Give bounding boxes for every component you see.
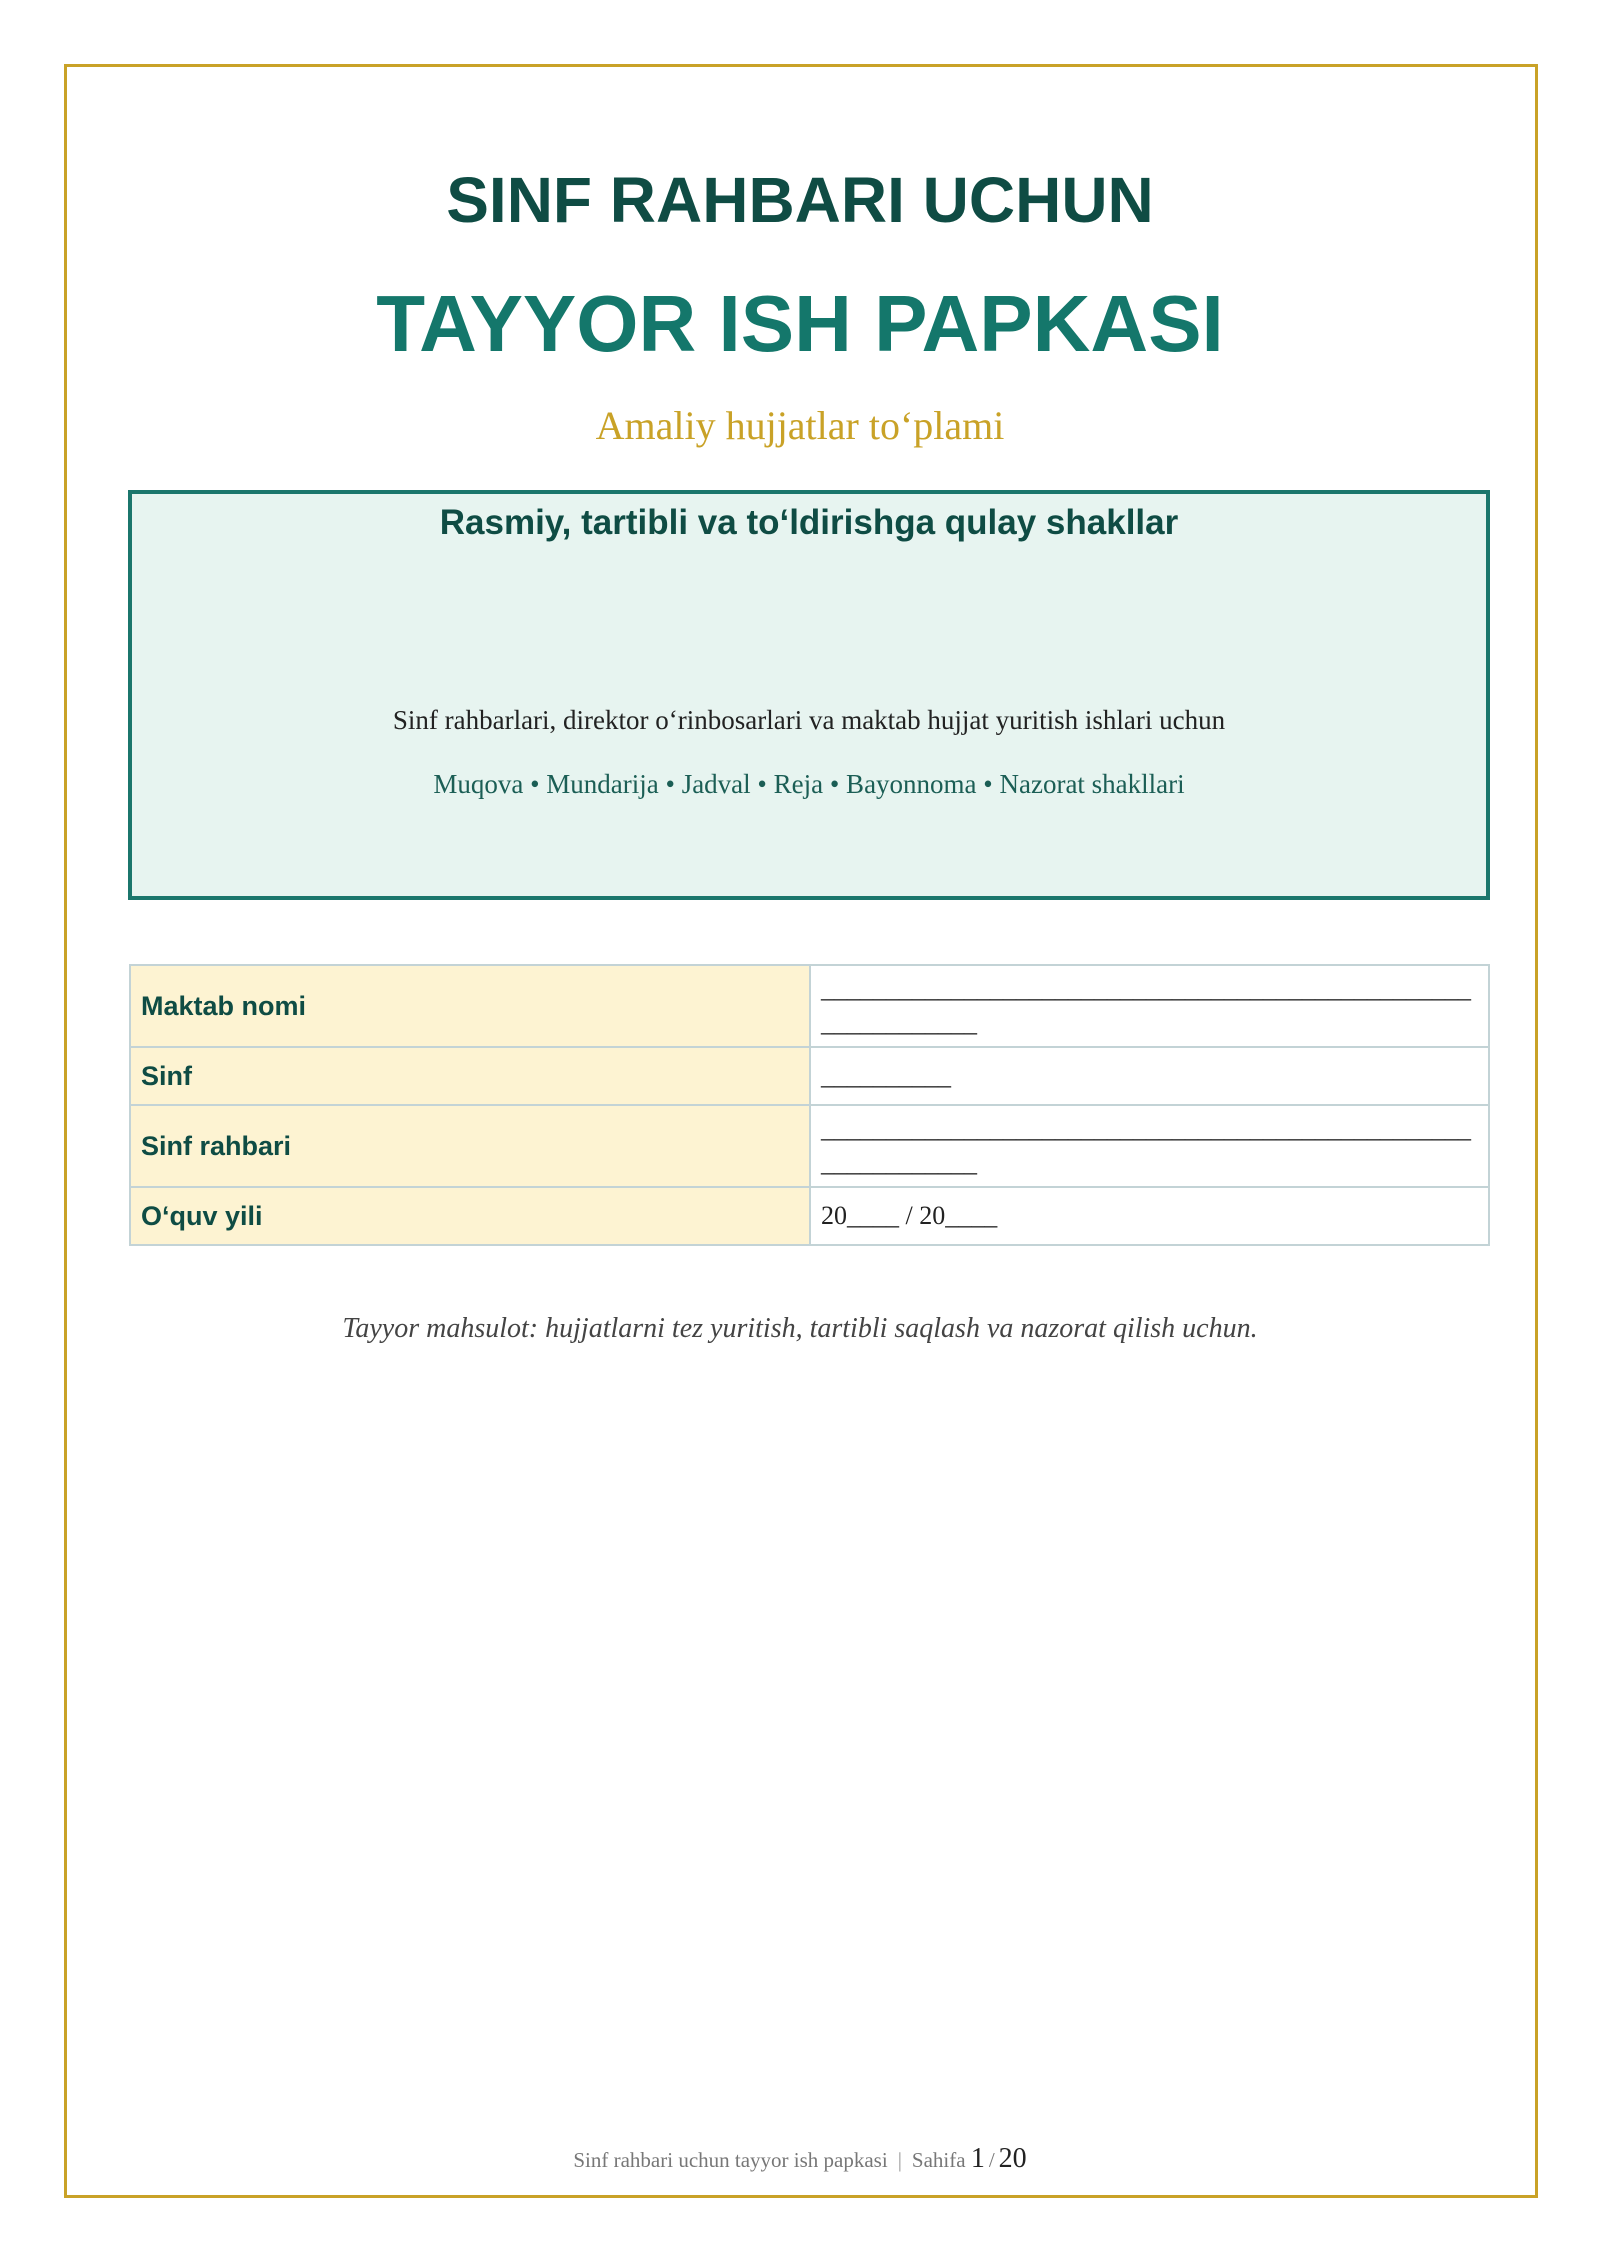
footer-page-slash: / <box>988 2148 995 2172</box>
info-box-contents-list: Muqova • Mundarija • Jadval • Reja • Bayonnoma • Nazorat shakllari <box>433 769 1185 799</box>
school-info-form <box>129 964 1490 1246</box>
info-box <box>128 490 1490 900</box>
form-row-school-year <box>130 1187 1489 1245</box>
form-row-class-teacher <box>130 1105 1489 1187</box>
form-field-school-year[interactable]: 20____ / 20____ <box>810 1187 1489 1245</box>
form-label-class-teacher: Sinf rahbari <box>130 1105 810 1187</box>
form-field-school-name[interactable]: ______________________________________________________________ <box>810 965 1489 1047</box>
cover-title-line2: TAYYOR ISH PAPKASI <box>376 279 1224 368</box>
form-row-class <box>130 1047 1489 1105</box>
form-label-class: Sinf <box>130 1047 810 1105</box>
form-field-class[interactable]: __________ <box>810 1047 1489 1105</box>
footer-page-current: 1 <box>970 2143 985 2174</box>
cover-title-line1: SINF RAHBARI UCHUN <box>446 164 1154 236</box>
footer-page-total: 20 <box>998 2143 1027 2174</box>
footer-doc-title: Sinf rahbari uchun tayyor ish papkasi <box>573 2148 888 2172</box>
form-row-school-name <box>130 965 1489 1047</box>
footer-page-label: Sahifa <box>911 2148 966 2172</box>
footer-separator: | <box>897 2148 902 2172</box>
info-box-heading: Rasmiy, tartibli va to‘ldirishga qulay shakllar <box>439 503 1179 542</box>
cover-subtitle: Amaliy hujjatlar to‘plami <box>595 403 1005 448</box>
form-label-school-year: O‘quv yili <box>130 1187 810 1245</box>
info-box-description: Sinf rahbarlari, direktor o‘rinbosarlari va maktab hujjat yuritish ishlari uchun <box>392 705 1226 735</box>
cover-tagline: Tayyor mahsulot: hujjatlarni tez yuritish, tartibli saqlash va nazorat qilish uchun. <box>342 1313 1258 1344</box>
page-footer <box>0 2142 1600 2176</box>
form-field-class-teacher[interactable]: ______________________________________________________________ <box>810 1105 1489 1187</box>
form-label-school-name: Maktab nomi <box>130 965 810 1047</box>
